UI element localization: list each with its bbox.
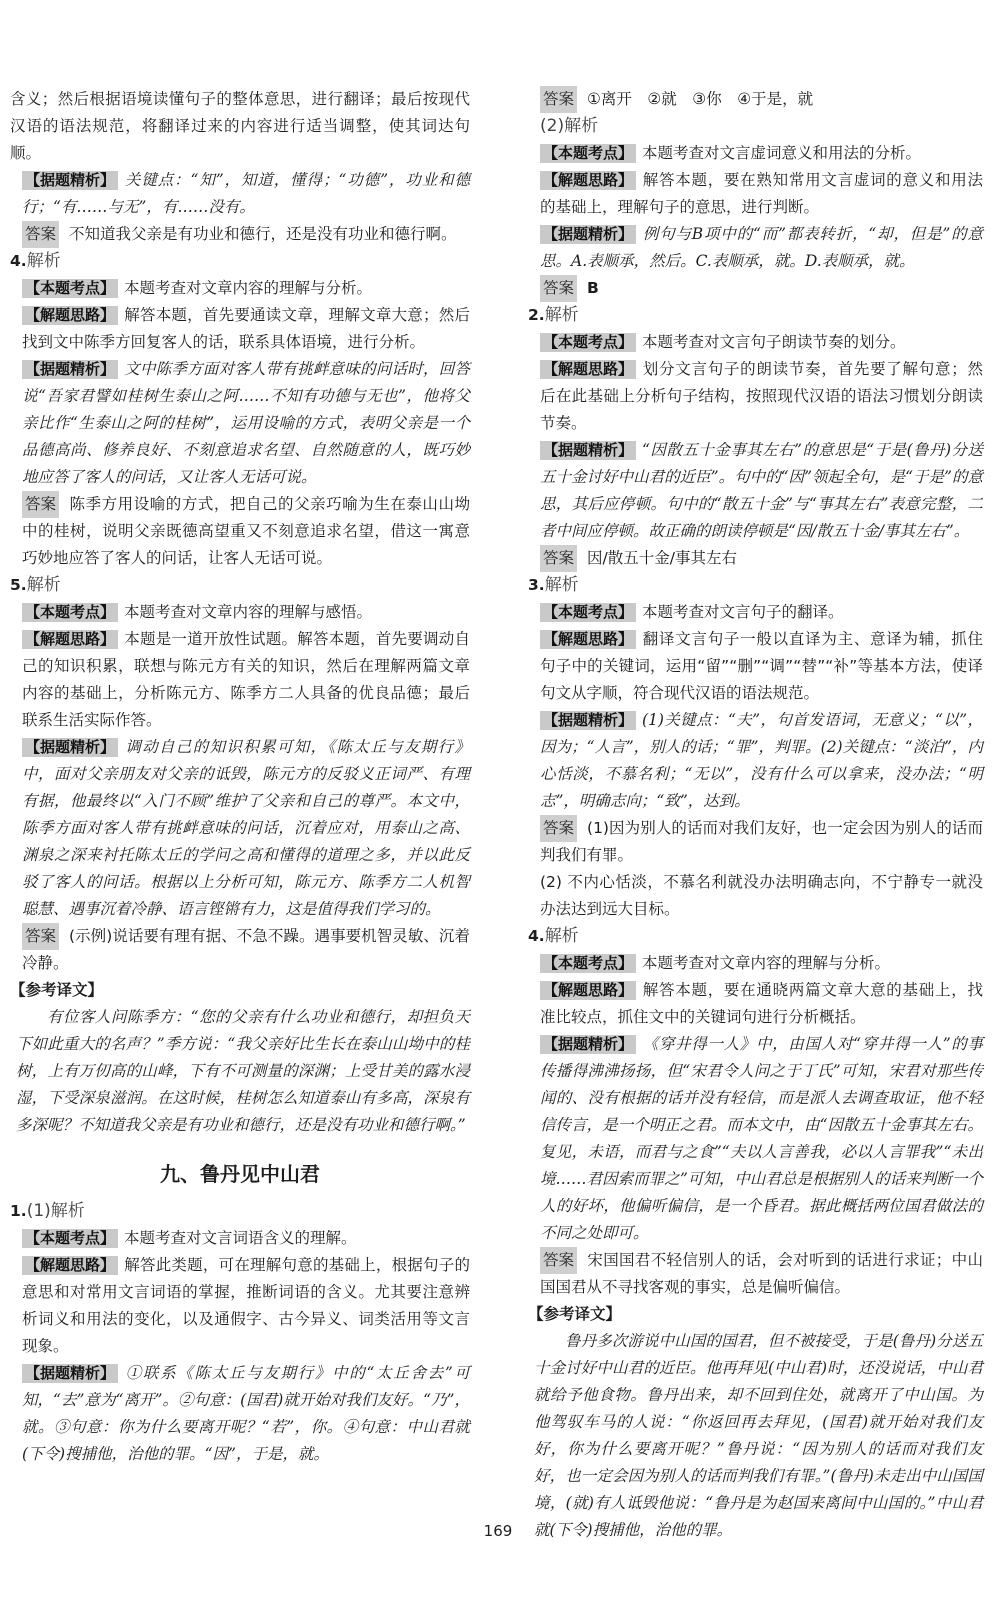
q4r-heading: 4.解析 xyxy=(528,926,579,946)
q2-point-row: 【本题考点】 本题考查对文言句子朗读节奏的划分。 xyxy=(528,329,983,356)
a1-answer-row: 答案 ①离开 ②就 ③你 ④于是，就 xyxy=(528,86,983,113)
q3-key-row: 【据题精析】 (1)关键点：“夫”，句首发语词，无意义；“以”，因为；“人言”，别人的话；“罪”，判罪。(2)关键点：“淡泊”，内心恬淡，不慕名利；“无以”，没有什么可以拿来，没办法；“明志”，明确志向；“致”，达到。 xyxy=(540,711,983,810)
reference-translation-label: 【参考译文】 xyxy=(10,981,104,999)
reference-translation-text-right: 鲁丹多次游说中山国的国君，但不被接受，于是(鲁丹)分送五十金讨好中山君的近臣。他再拜见(中山君)时，还没说话，中山君就给予他食物。鲁丹出来，却不回到住处，就离开了中山国。为他驾驭车马的人说：“你返回再去拜见，(国君)就开始对我们友好，你为什么要离开呢？”鲁丹说：“因为别人的话而对我们友好，也一定会因为别人的话而判我们有罪。”(鲁丹)未走出中山国国境，(就)有人诋毁他说：“鲁丹是为赵国来离间中山国的。”中山君就(下令)搜捕他，治他的罪。 xyxy=(534,1332,983,1539)
answer-label: 答案 xyxy=(22,221,59,248)
q1-2-answer-row: 答案 B xyxy=(528,275,983,302)
s-q1-key-row: 【据题精析】 ①联系《陈太丘与友期行》中的“太丘舍去”可知，“去”意为“离开”。②句意：(国君)就开始对我们友好。“乃”，就。③句意：你为什么要离开呢？“若”，你。④句意：中山君就(下令)搜捕他，治他的罪。“因”，于是，就。 xyxy=(22,1364,470,1463)
q3-key-text: 关键点：“知”，知道，懂得；“功德”，功业和德行；“有……与无”，有……没有。 xyxy=(22,171,470,216)
q3-answer-row: 答案 (1)因为别人的话而对我们友好，也一定会因为别人的话而判我们有罪。 xyxy=(528,815,983,869)
q4-thinking-row: 【解题思路】 解答本题，首先要通读文章，理解文章大意；然后找到文中陈季方回复客人的话，联系具体语境，进行分析。 xyxy=(22,306,470,351)
section-title: 九、鲁丹见中山君 xyxy=(160,1162,320,1186)
q4-point-row: 【本题考点】 本题考查对文章内容的理解与分析。 xyxy=(10,275,470,302)
q4r-answer-row: 答案 宋国国君不轻信别人的话，会对听到的话进行求证；中山国国君从不寻找客观的事实，总是偏听偏信。 xyxy=(528,1247,983,1301)
q3-point-row: 【本题考点】 本题考查对文言句子的翻译。 xyxy=(528,599,983,626)
page-number: 169 xyxy=(483,1522,513,1540)
q4-answer-row: 答案 陈季方用设喻的方式，把自己的父亲巧喻为生在泰山山坳中的桂树，说明父亲既德高望重又不刻意追求名望，借这一寓意巧妙地应答了客人的问话，让客人无话可说。 xyxy=(10,491,470,572)
q4-key-row: 【据题精析】 文中陈季方面对客人带有挑衅意味的问话时，回答说“吾家君譬如桂树生泰山之阿……不知有功德与无也”，他将父亲比作“生泰山之阿的桂树”，运用设喻的方式，表明父亲是一个品德高尚、修养良好、不刻意追求名望、自然随意的人，既巧妙地应答了客人的问话，又让客人无话可说。 xyxy=(22,360,470,486)
intro-text: 含义；然后根据语境读懂句子的整体意思，进行翻译；最后按现代汉语的语法规范，将翻译过来的内容进行适当调整，使其词达句顺。 xyxy=(10,90,470,162)
q3-answer-row-2: (2) 不内心恬淡，不慕名利就没办法明确志向，不宁静专一就没办法达到远大目标。 xyxy=(540,873,983,918)
s-q1-heading: 1.(1)解析 xyxy=(10,1201,85,1221)
q2-heading: 2.解析 xyxy=(528,305,579,325)
q3-thinking-row: 【解题思路】 翻译文言句子一般以直译为主、意译为辅，抓住句子中的关键词，运用“留”“删”“调”“替”“补”等基本方法，使译句文从字顺，符合现代汉语的语法规范。 xyxy=(540,630,983,702)
q2-key-row: 【据题精析】 “因散五十金事其左右”的意思是“于是(鲁丹)分送五十金讨好中山君的近臣”。句中的“因”领起全句，是“于是”的意思，其后应停顿。句中的“散五十金”与“事其左右”表意完整，二者中间应停顿。故正确的朗读停顿是“因/散五十金/事其左右”。 xyxy=(540,441,983,540)
q5-point-row: 【本题考点】 本题考查对文章内容的理解与感悟。 xyxy=(10,599,470,626)
q2-answer-row: 答案 因/散五十金/事其左右 xyxy=(528,545,983,572)
key-tag: 【据题精析】 xyxy=(22,171,118,190)
q3-answer-text: 不知道我父亲是有功业和德行，还是没有功业和德行啊。 xyxy=(69,225,457,243)
q4-heading: 4.解析 xyxy=(10,251,61,271)
q2-thinking-row: 【解题思路】 划分文言句子的朗读节奏，首先要了解句意；然后在此基础上分析句子结构，按照现代汉语的语法习惯划分朗读节奏。 xyxy=(540,360,983,432)
q1-2-thinking-row: 【解题思路】 解答本题，要在熟知常用文言虚词的意义和用法的基础上，理解句子的意思，进行判断。 xyxy=(540,171,983,216)
q3-key-row xyxy=(10,167,470,221)
q5-thinking-row: 【解题思路】 本题是一道开放性试题。解答本题，首先要调动自己的知识积累，联想与陈元方有关的知识，然后在理解两篇文章内容的基础上，分析陈元方、陈季方二人具备的优良品德；最后联系生活实际作答。 xyxy=(22,630,470,729)
q5-answer-row: 答案 (示例)说话要有理有据、不急不躁。遇事要机智灵敏、沉着冷静。 xyxy=(10,923,470,977)
right-column xyxy=(528,86,983,1544)
q1-2-heading: (2)解析 xyxy=(540,116,599,136)
left-column xyxy=(10,86,470,1468)
q5-heading: 5.解析 xyxy=(10,575,61,595)
q4r-point-row: 【本题考点】 本题考查对文章内容的理解与分析。 xyxy=(528,950,983,977)
q4r-key-row: 【据题精析】 《穿井得一人》中，由国人对“穿井得一人”的事传播得沸沸扬扬，但“宋君令人问之于丁氏”可知，宋君对那些传闻的、没有根据的话并没有轻信，而是派人去调查取证，他不轻信传言，是一个明正之君。而本文中，由“因散五十金事其左右。复见，未语，而君与之食”“夫以人言善我，必以人言罪我”“未出境……君因索而罪之”可知，中山君总是根据别人的话来判断一个人的好坏，他偏听偏信，是一个昏君。据此概括两位国君做法的不同之处即可。 xyxy=(540,1035,983,1242)
q5-key-row: 【据题精析】 调动自己的知识积累可知，《陈太丘与友期行》中，面对父亲朋友对父亲的诋毁，陈元方的反驳义正词严、有理有据，他最终以“入门不顾”维护了父亲和自己的尊严。本文中，陈季方面对客人带有挑衅意味的问话，沉着应对，用泰山之高、渊泉之深来衬托陈太丘的学问之高和懂得的道理之多，并以此反驳了客人的问话。根据以上分析可知，陈元方、陈季方二人机智聪慧、遇事沉着冷静、语言铿锵有力，这是值得我们学习的。 xyxy=(22,738,470,918)
reference-translation-label-right: 【参考译文】 xyxy=(528,1305,622,1323)
q1-2-key-row: 【据题精析】 例句与B项中的“而”都表转折，“却，但是”的意思。A.表顺承，然后。C.表顺承，就。D.表顺承，就。 xyxy=(540,225,983,270)
s-q1-point-row: 【本题考点】 本题考查对文言词语含义的理解。 xyxy=(10,1225,470,1252)
q3-answer-row xyxy=(10,221,470,248)
reference-translation-text: 有位客人问陈季方：“您的父亲有什么功业和德行，却担负天下如此重大的名声？”季方说：“我父亲好比生长在泰山山坳中的桂树，上有万仞高的山峰，下有不可测量的深渊；上受甘美的露水浸湿，下受深泉滋润。在这时候，桂树怎么知道泰山有多高，深泉有多深呢？不知道我父亲是有功业和德行，还是没有功业和德行啊。” xyxy=(16,1008,470,1134)
q1-2-point-row: 【本题考点】 本题考查对文言虚词意义和用法的分析。 xyxy=(528,140,983,167)
s-q1-thinking-row: 【解题思路】 解答此类题，可在理解句意的基础上，根据句子的意思和对常用文言词语的掌握，推断词语的含义。尤其要注意辨析词义和用法的变化，以及通假字、古今异义、词类活用等文言现象。 xyxy=(22,1256,470,1355)
q4r-thinking-row: 【解题思路】 解答本题，要在通晓两篇文章大意的基础上，找准比较点，抓住文中的关键词句进行分析概括。 xyxy=(540,981,983,1026)
q3-heading: 3.解析 xyxy=(528,575,579,595)
